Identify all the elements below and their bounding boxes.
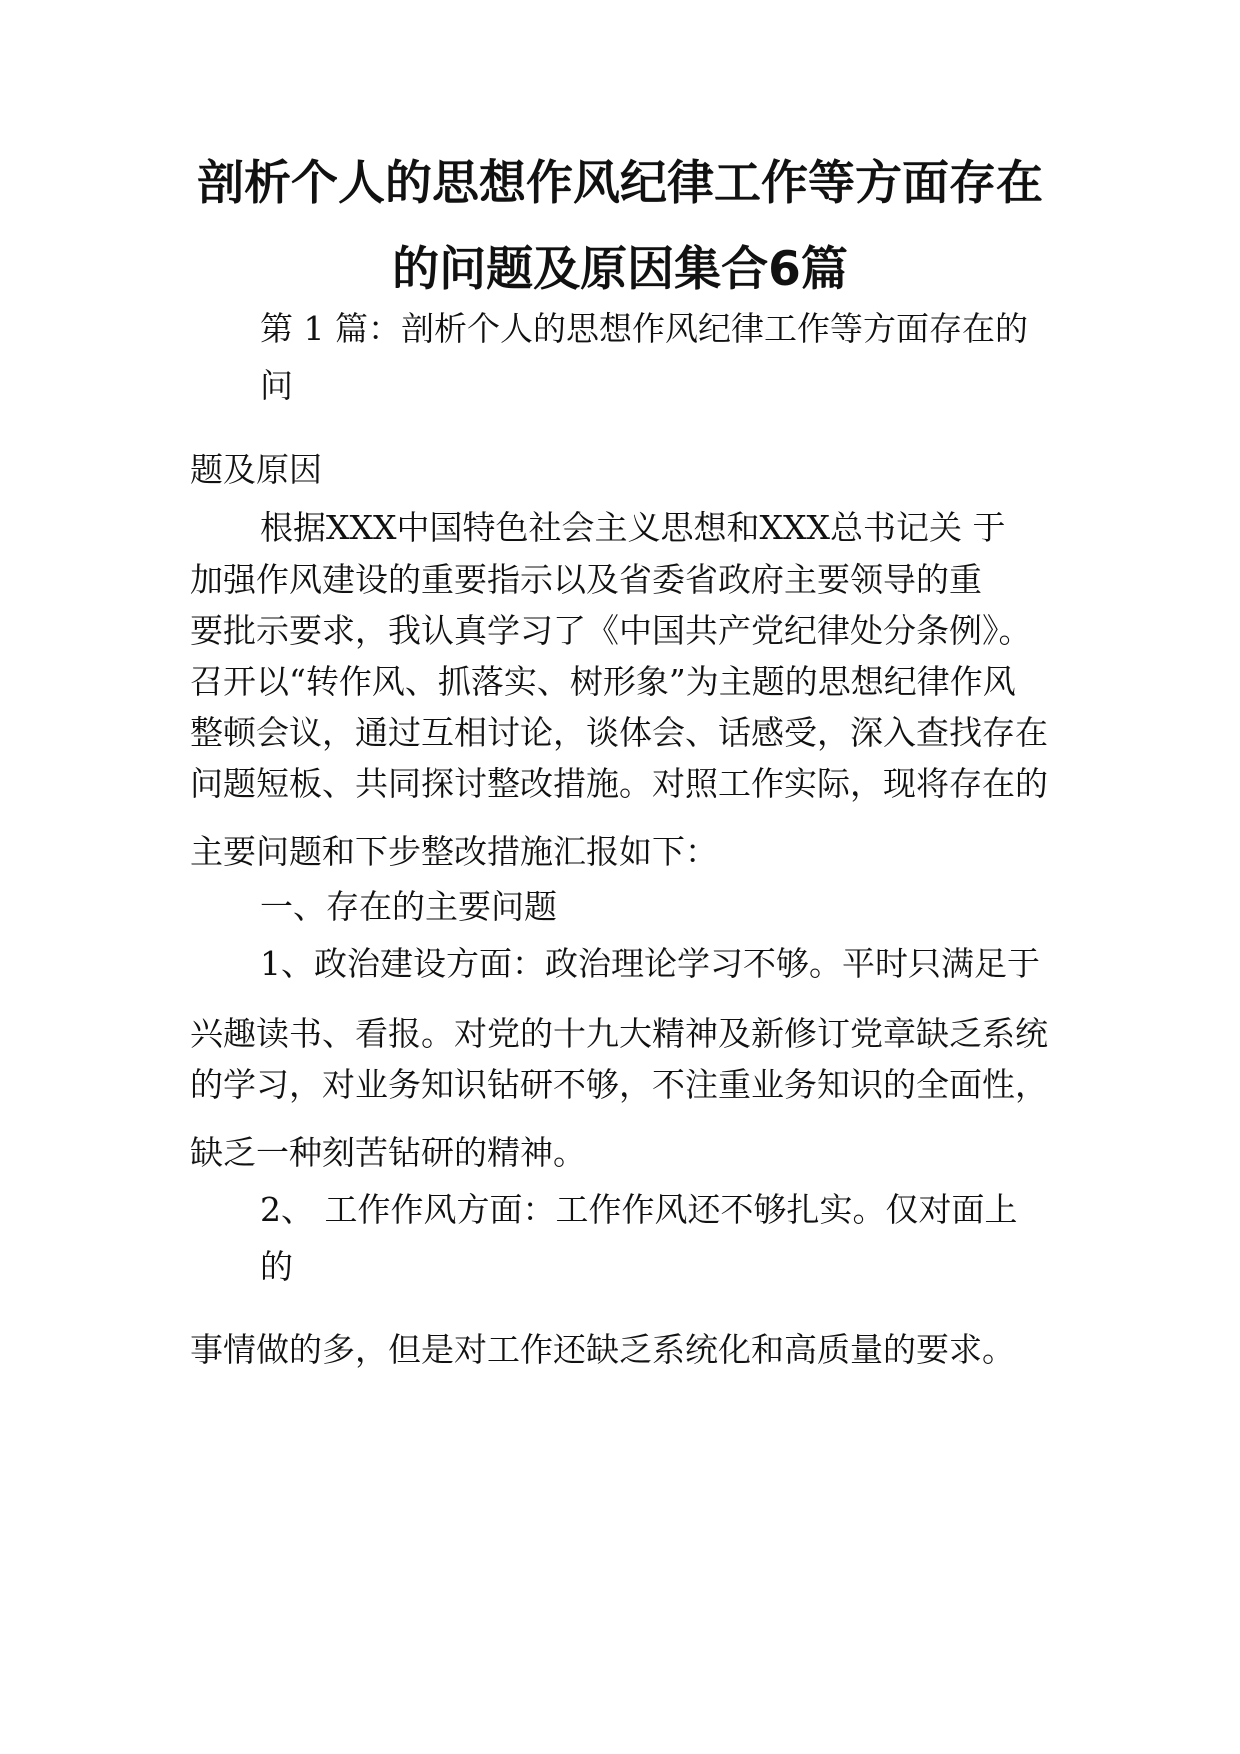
paragraph-line: 事情做的多，但是对工作还缺乏系统化和高质量的要求。 xyxy=(190,1330,1015,1369)
paragraph-line: 召开以“转作风、抓落实、树形象”为主题的思想纪律作风 xyxy=(190,662,1016,701)
document-title-line-2: 的问题及原因集合6篇 xyxy=(392,242,848,297)
document-title-line-1: 剖析个人的思想作风纪律工作等方面存在 xyxy=(197,156,1043,211)
paragraph-line: 兴趣读书、看报。对党的十九大精神及新修订党章缺乏系统 xyxy=(190,1014,1048,1053)
section-heading-line: 题及原因 xyxy=(190,450,322,489)
section-heading-line: 问 xyxy=(260,366,293,405)
paragraph-line: 问题短板、共同探讨整改措施。对照工作实际，现将存在的 xyxy=(190,764,1048,803)
paragraph-line: 整顿会议，通过互相讨论，谈体会、话感受，深入查找存在 xyxy=(190,713,1048,752)
paragraph-line: 加强作风建设的重要指示以及省委省政府主要领导的重 xyxy=(190,560,982,599)
paragraph-line: 2、 工作作风方面：工作作风还不够扎实。仅对面上 xyxy=(260,1190,1018,1229)
subheading-line: 一、存在的主要问题 xyxy=(260,887,557,926)
paragraph-line: 的 xyxy=(260,1247,293,1286)
paragraph-line: 1、政治建设方面：政治理论学习不够。平时只满足于 xyxy=(260,944,1040,983)
paragraph-line: 根据XXX中国特色社会主义思想和XXX总书记关 于 xyxy=(260,508,1006,547)
section-heading-line: 第 1 篇：剖析个人的思想作风纪律工作等方面存在的 xyxy=(260,309,1028,348)
paragraph-line: 要批示要求，我认真学习了《中国共产党纪律处分条例》。 xyxy=(190,611,1032,650)
paragraph-line: 缺乏一种刻苦钻研的精神。 xyxy=(190,1133,586,1172)
paragraph-line: 主要问题和下步整改措施汇报如下： xyxy=(190,832,718,871)
paragraph-line: 的学习，对业务知识钻研不够，不注重业务知识的全面性， xyxy=(190,1065,1048,1104)
